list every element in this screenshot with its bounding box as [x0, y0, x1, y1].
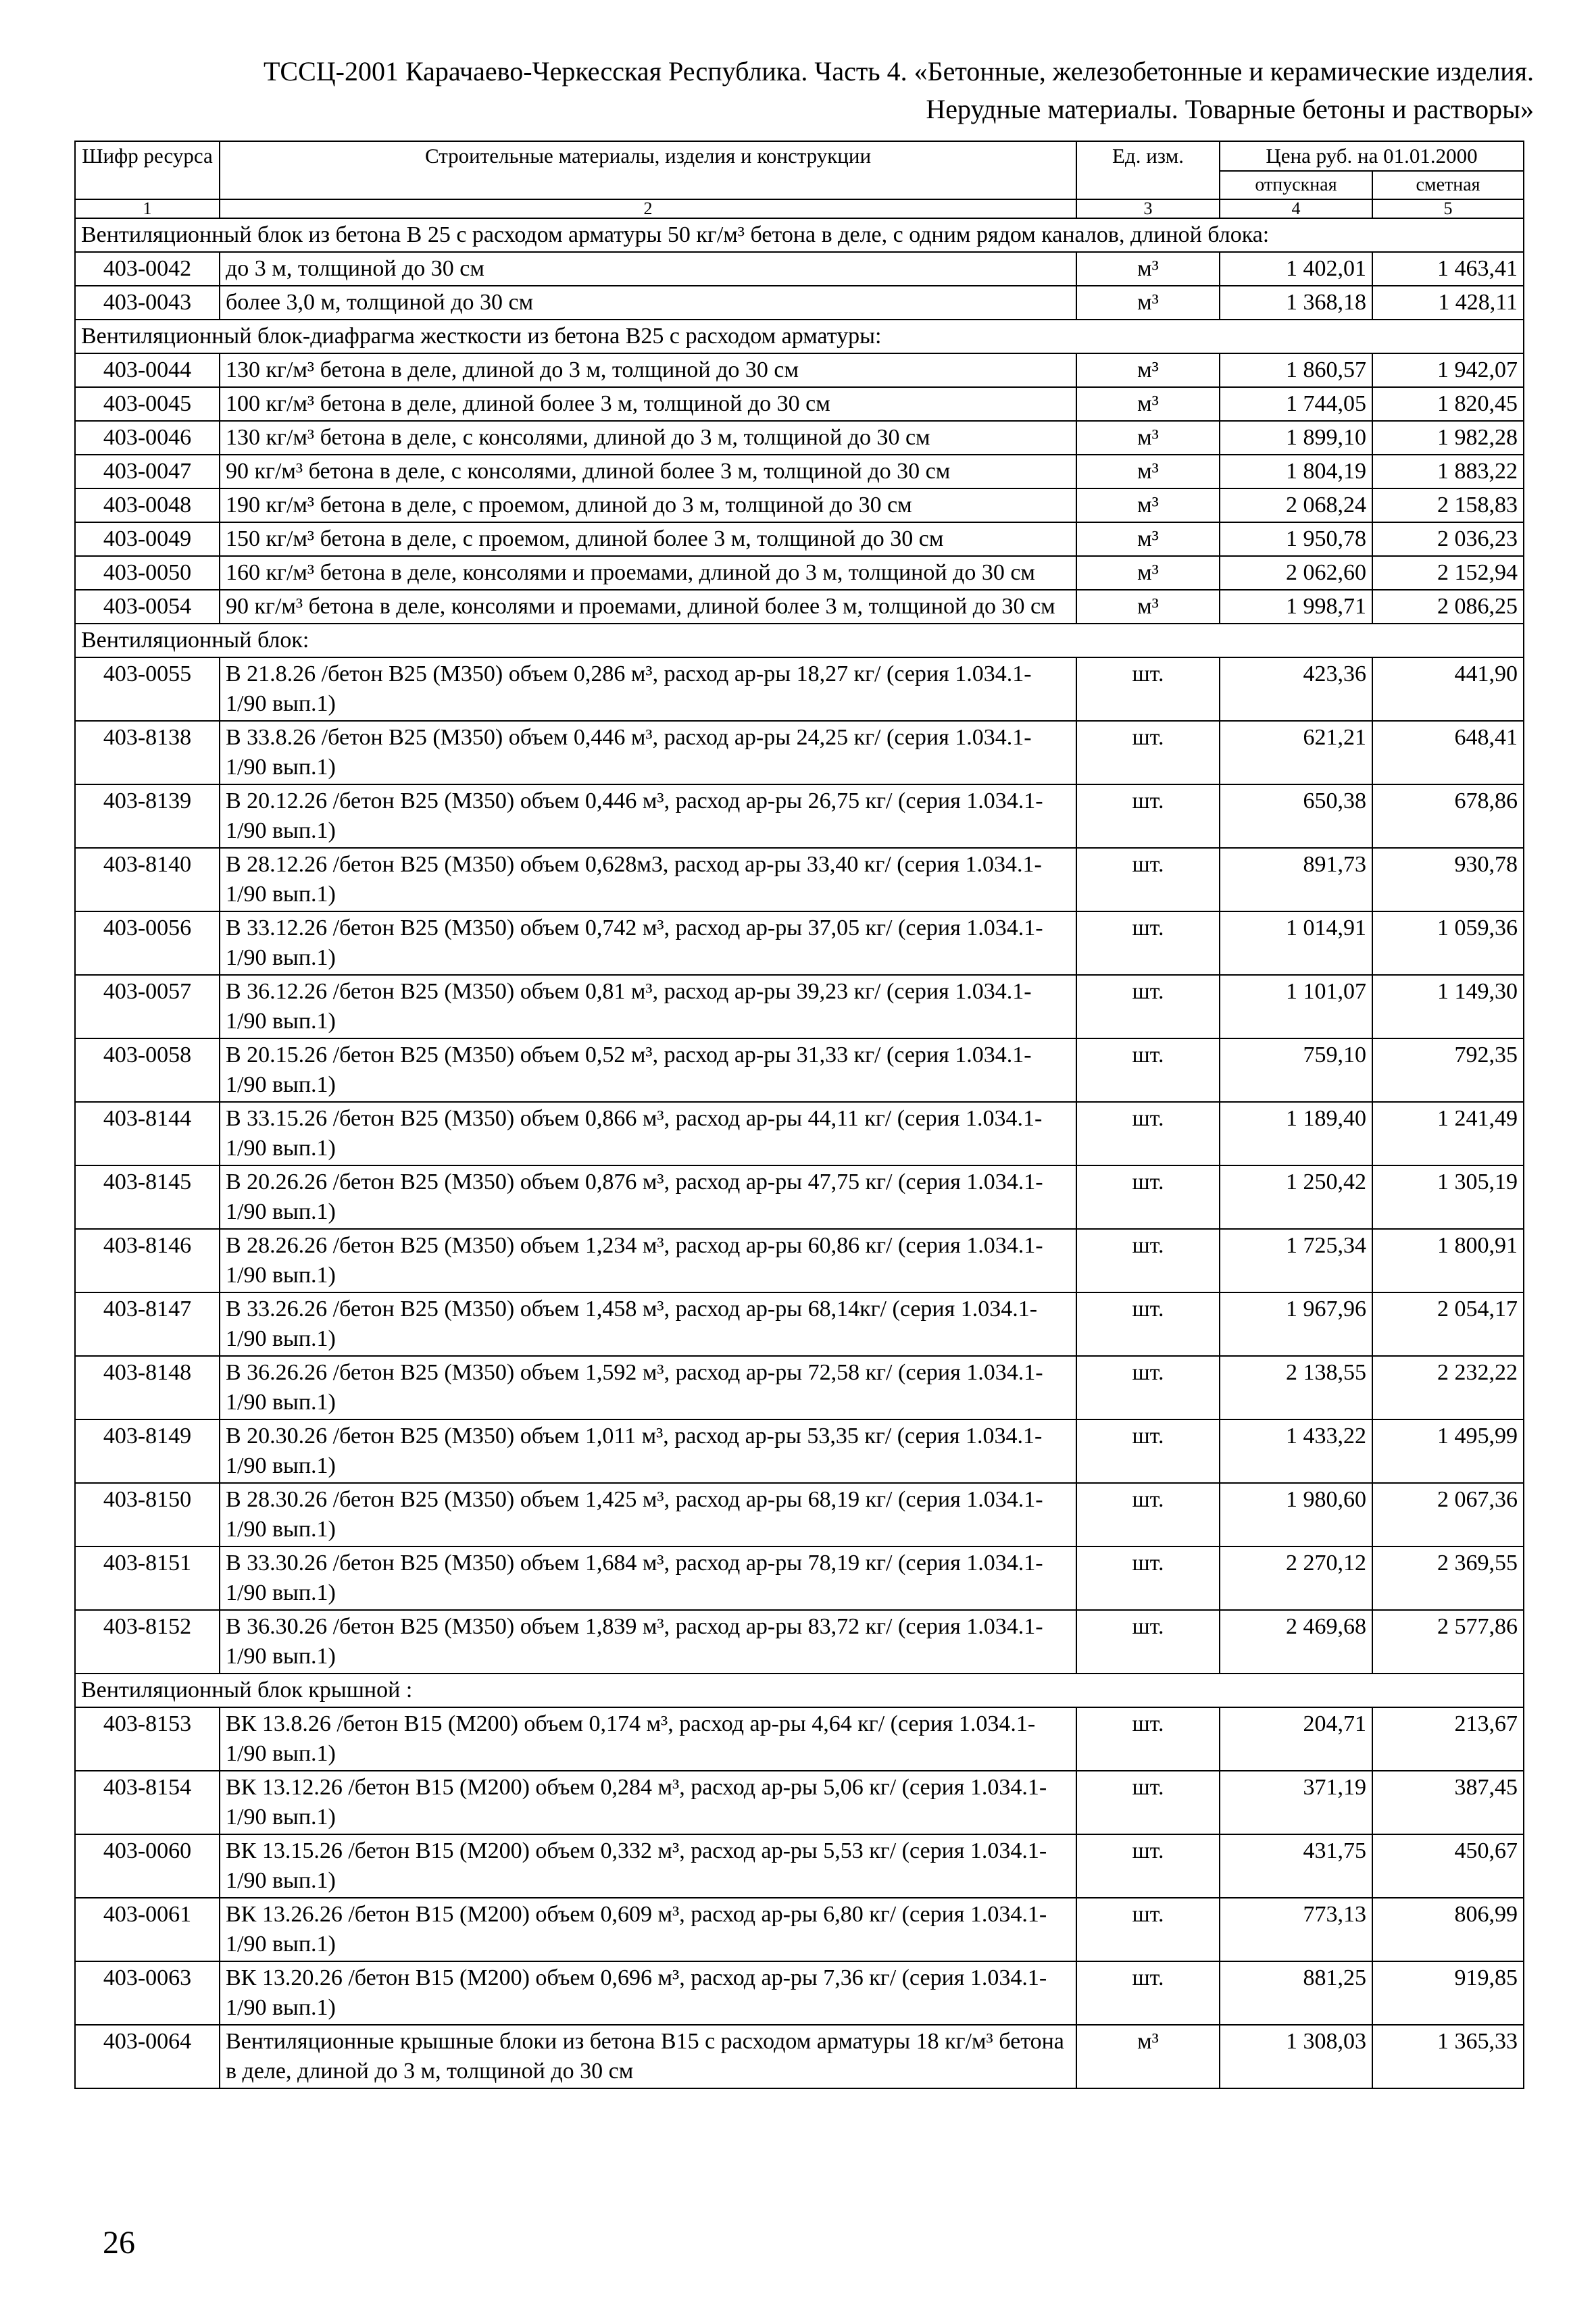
release-price: 881,25 [1220, 1961, 1372, 2025]
group-row [75, 320, 1524, 353]
material-name: 90 кг/м³ бетона в деле, с консолями, длиной более 3 м, толщиной до 30 см [220, 455, 1076, 488]
resource-code: 403-0047 [75, 455, 220, 488]
resource-code: 403-0044 [75, 353, 220, 387]
unit-cell: м³ [1076, 455, 1220, 488]
table-row [75, 657, 1524, 721]
release-price: 2 138,55 [1220, 1356, 1372, 1419]
material-name: ВК 13.26.26 /бетон В15 (М200) объем 0,609 м³, расход ар-ры 6,80 кг/ (серия 1.034.1-1/90 вып.1) [220, 1898, 1076, 1961]
release-price: 1 860,57 [1220, 353, 1372, 387]
release-price: 2 068,24 [1220, 488, 1372, 522]
unit-cell: шт. [1076, 1610, 1220, 1674]
release-price: 1 744,05 [1220, 387, 1372, 421]
estimate-price: 441,90 [1372, 657, 1524, 721]
estimate-price: 1 241,49 [1372, 1102, 1524, 1165]
unit-cell: м³ [1076, 556, 1220, 590]
estimate-price: 1 820,45 [1372, 387, 1524, 421]
material-name: В 21.8.26 /бетон В25 (М350) объем 0,286 м³, расход ар-ры 18,27 кг/ (серия 1.034.1-1/90 вып.1) [220, 657, 1076, 721]
estimate-price: 2 369,55 [1372, 1546, 1524, 1610]
estimate-price: 450,67 [1372, 1834, 1524, 1898]
resource-code: 403-8149 [75, 1419, 220, 1483]
release-price: 759,10 [1220, 1038, 1372, 1102]
material-name: ВК 13.20.26 /бетон В15 (М200) объем 0,696 м³, расход ар-ры 7,36 кг/ (серия 1.034.1-1/90 вып.1) [220, 1961, 1076, 2025]
estimate-price: 1 305,19 [1372, 1165, 1524, 1229]
estimate-price: 678,86 [1372, 784, 1524, 848]
table-row [75, 1898, 1524, 1961]
material-name: ВК 13.12.26 /бетон В15 (М200) объем 0,284 м³, расход ар-ры 5,06 кг/ (серия 1.034.1-1/90 вып.1) [220, 1771, 1076, 1834]
estimate-price: 1 883,22 [1372, 455, 1524, 488]
material-name: ВК 13.8.26 /бетон В15 (М200) объем 0,174 м³, расход ар-ры 4,64 кг/ (серия 1.034.1-1/90 вып.1) [220, 1707, 1076, 1771]
estimate-price: 1 942,07 [1372, 353, 1524, 387]
release-price: 1 998,71 [1220, 590, 1372, 624]
unit-cell: шт. [1076, 1356, 1220, 1419]
material-name: В 36.26.26 /бетон В25 (М350) объем 1,592 м³, расход ар-ры 72,58 кг/ (серия 1.034.1-1/90 вып.1) [220, 1356, 1076, 1419]
table-row [75, 590, 1524, 624]
material-name: В 28.12.26 /бетон В25 (М350) объем 0,628м3, расход ар-ры 33,40 кг/ (серия 1.034.1-1/90 вып.1) [220, 848, 1076, 911]
table-row [75, 353, 1524, 387]
resource-code: 403-0050 [75, 556, 220, 590]
header-code: Шифр ресурса [75, 141, 220, 199]
resource-code: 403-8144 [75, 1102, 220, 1165]
material-name: 160 кг/м³ бетона в деле, консолями и проемами, длиной до 3 м, толщиной до 30 см [220, 556, 1076, 590]
header-unit: Ед. изм. [1076, 141, 1220, 199]
resource-code: 403-0063 [75, 1961, 220, 2025]
release-price: 1 368,18 [1220, 286, 1372, 320]
page-number: 26 [103, 2225, 135, 2261]
table-row [75, 522, 1524, 556]
group-row [75, 218, 1524, 252]
unit-cell: шт. [1076, 911, 1220, 975]
table-row [75, 252, 1524, 286]
resource-code: 403-0045 [75, 387, 220, 421]
release-price: 371,19 [1220, 1771, 1372, 1834]
table-row [75, 1038, 1524, 1102]
material-name: В 20.26.26 /бетон В25 (М350) объем 0,876 м³, расход ар-ры 47,75 кг/ (серия 1.034.1-1/90 вып.1) [220, 1165, 1076, 1229]
unit-cell: шт. [1076, 1961, 1220, 2025]
header-line-2: Нерудные материалы. Товарные бетоны и растворы» [926, 94, 1534, 124]
release-price: 891,73 [1220, 848, 1372, 911]
resource-code: 403-8145 [75, 1165, 220, 1229]
estimate-price: 1 463,41 [1372, 252, 1524, 286]
unit-cell: м³ [1076, 590, 1220, 624]
header-release-price: отпускная [1220, 171, 1372, 199]
material-name: В 33.26.26 /бетон В25 (М350) объем 1,458 м³, расход ар-ры 68,14кг/ (серия 1.034.1-1/90 вып.1) [220, 1292, 1076, 1356]
release-price: 431,75 [1220, 1834, 1372, 1898]
resource-code: 403-0064 [75, 2025, 220, 2088]
release-price: 1 804,19 [1220, 455, 1372, 488]
col-number: 4 [1220, 199, 1372, 218]
estimate-price: 1 428,11 [1372, 286, 1524, 320]
release-price: 1 950,78 [1220, 522, 1372, 556]
resource-code: 403-0048 [75, 488, 220, 522]
unit-cell: шт. [1076, 975, 1220, 1038]
resource-code: 403-0046 [75, 421, 220, 455]
table-row [75, 721, 1524, 784]
release-price: 1 899,10 [1220, 421, 1372, 455]
estimate-price: 919,85 [1372, 1961, 1524, 2025]
estimate-price: 2 054,17 [1372, 1292, 1524, 1356]
material-name: В 28.26.26 /бетон В25 (М350) объем 1,234 м³, расход ар-ры 60,86 кг/ (серия 1.034.1-1/90 вып.1) [220, 1229, 1076, 1292]
unit-cell: шт. [1076, 721, 1220, 784]
col-number: 3 [1076, 199, 1220, 218]
table-row [75, 387, 1524, 421]
material-name: В 36.30.26 /бетон В25 (М350) объем 1,839 м³, расход ар-ры 83,72 кг/ (серия 1.034.1-1/90 вып.1) [220, 1610, 1076, 1674]
group-heading: Вентиляционный блок-диафрагма жесткости из бетона В25 с расходом арматуры: [75, 320, 1524, 353]
group-row [75, 624, 1524, 657]
release-price: 650,38 [1220, 784, 1372, 848]
unit-cell: шт. [1076, 657, 1220, 721]
estimate-price: 1 800,91 [1372, 1229, 1524, 1292]
table-row [75, 1419, 1524, 1483]
unit-cell: шт. [1076, 1102, 1220, 1165]
group-row [75, 1674, 1524, 1707]
unit-cell: м³ [1076, 252, 1220, 286]
col-number: 5 [1372, 199, 1524, 218]
estimate-price: 2 152,94 [1372, 556, 1524, 590]
header-price-group: Цена руб. на 01.01.2000 [1220, 141, 1524, 171]
resource-code: 403-0057 [75, 975, 220, 1038]
unit-cell: м³ [1076, 2025, 1220, 2088]
table-row [75, 784, 1524, 848]
estimate-price: 213,67 [1372, 1707, 1524, 1771]
resource-code: 403-8146 [75, 1229, 220, 1292]
estimate-price: 2 036,23 [1372, 522, 1524, 556]
release-price: 1 308,03 [1220, 2025, 1372, 2088]
estimate-price: 792,35 [1372, 1038, 1524, 1102]
table-row [75, 1834, 1524, 1898]
header-line-1: ТССЦ-2001 Карачаево-Черкесская Республика. Часть 4. «Бетонные, железобетонные и керамические изделия. [263, 56, 1534, 86]
unit-cell: м³ [1076, 522, 1220, 556]
estimate-price: 2 232,22 [1372, 1356, 1524, 1419]
release-price: 1 967,96 [1220, 1292, 1372, 1356]
estimate-price: 2 158,83 [1372, 488, 1524, 522]
estimate-price: 387,45 [1372, 1771, 1524, 1834]
material-name: В 36.12.26 /бетон В25 (М350) объем 0,81 м³, расход ар-ры 39,23 кг/ (серия 1.034.1-1/90 вып.1) [220, 975, 1076, 1038]
resource-code: 403-8148 [75, 1356, 220, 1419]
material-name: В 33.8.26 /бетон В25 (М350) объем 0,446 м³, расход ар-ры 24,25 кг/ (серия 1.034.1-1/90 вып.1) [220, 721, 1076, 784]
header-name: Строительные материалы, изделия и конструкции [220, 141, 1076, 199]
table-row [75, 1292, 1524, 1356]
unit-cell: шт. [1076, 1038, 1220, 1102]
estimate-price: 930,78 [1372, 848, 1524, 911]
table-row [75, 1546, 1524, 1610]
material-name: Вентиляционные крышные блоки из бетона В15 с расходом арматуры 18 кг/м³ бетона в деле, длиной до 3 м, толщиной до 30 см [220, 2025, 1076, 2088]
resource-code: 403-8152 [75, 1610, 220, 1674]
estimate-price: 806,99 [1372, 1898, 1524, 1961]
table-row [75, 1483, 1524, 1546]
material-name: В 20.12.26 /бетон В25 (М350) объем 0,446 м³, расход ар-ры 26,75 кг/ (серия 1.034.1-1/90 вып.1) [220, 784, 1076, 848]
estimate-price: 2 067,36 [1372, 1483, 1524, 1546]
header-estimate-price: сметная [1372, 171, 1524, 199]
release-price: 621,21 [1220, 721, 1372, 784]
table-row [75, 1165, 1524, 1229]
resource-code: 403-8153 [75, 1707, 220, 1771]
resource-code: 403-0043 [75, 286, 220, 320]
material-name: В 33.12.26 /бетон В25 (М350) объем 0,742 м³, расход ар-ры 37,05 кг/ (серия 1.034.1-1/90 вып.1) [220, 911, 1076, 975]
release-price: 1 980,60 [1220, 1483, 1372, 1546]
table-body [75, 218, 1524, 2088]
table-row [75, 286, 1524, 320]
resource-code: 403-0054 [75, 590, 220, 624]
material-name: ВК 13.15.26 /бетон В15 (М200) объем 0,332 м³, расход ар-ры 5,53 кг/ (серия 1.034.1-1/90 вып.1) [220, 1834, 1076, 1898]
unit-cell: м³ [1076, 353, 1220, 387]
table-row [75, 1102, 1524, 1165]
material-name: В 28.30.26 /бетон В25 (М350) объем 1,425 м³, расход ар-ры 68,19 кг/ (серия 1.034.1-1/90 вып.1) [220, 1483, 1076, 1546]
col-number: 1 [75, 199, 220, 218]
estimate-price: 2 086,25 [1372, 590, 1524, 624]
resource-code: 403-0061 [75, 1898, 220, 1961]
unit-cell: м³ [1076, 286, 1220, 320]
unit-cell: шт. [1076, 1419, 1220, 1483]
release-price: 1 725,34 [1220, 1229, 1372, 1292]
resource-code: 403-8139 [75, 784, 220, 848]
material-name: 130 кг/м³ бетона в деле, длиной до 3 м, толщиной до 30 см [220, 353, 1076, 387]
unit-cell: шт. [1076, 1546, 1220, 1610]
release-price: 1 250,42 [1220, 1165, 1372, 1229]
material-name: В 20.15.26 /бетон В25 (М350) объем 0,52 м³, расход ар-ры 31,33 кг/ (серия 1.034.1-1/90 вып.1) [220, 1038, 1076, 1102]
table-row [75, 1229, 1524, 1292]
estimate-price: 648,41 [1372, 721, 1524, 784]
col-number: 2 [220, 199, 1076, 218]
unit-cell: шт. [1076, 848, 1220, 911]
material-name: 150 кг/м³ бетона в деле, с проемом, длиной более 3 м, толщиной до 30 см [220, 522, 1076, 556]
material-name: В 20.30.26 /бетон В25 (М350) объем 1,011 м³, расход ар-ры 53,35 кг/ (серия 1.034.1-1/90 вып.1) [220, 1419, 1076, 1483]
estimate-price: 1 495,99 [1372, 1419, 1524, 1483]
estimate-price: 1 059,36 [1372, 911, 1524, 975]
release-price: 1 189,40 [1220, 1102, 1372, 1165]
price-table [74, 141, 1524, 2089]
resource-code: 403-8151 [75, 1546, 220, 1610]
table-row [75, 848, 1524, 911]
unit-cell: шт. [1076, 1834, 1220, 1898]
unit-cell: шт. [1076, 1771, 1220, 1834]
estimate-price: 2 577,86 [1372, 1610, 1524, 1674]
unit-cell: м³ [1076, 387, 1220, 421]
estimate-price: 1 982,28 [1372, 421, 1524, 455]
table-row [75, 421, 1524, 455]
table-row [75, 1771, 1524, 1834]
unit-cell: шт. [1076, 1707, 1220, 1771]
release-price: 2 469,68 [1220, 1610, 1372, 1674]
group-heading: Вентиляционный блок: [75, 624, 1524, 657]
unit-cell: шт. [1076, 1898, 1220, 1961]
resource-code: 403-0055 [75, 657, 220, 721]
release-price: 1 101,07 [1220, 975, 1372, 1038]
table-row [75, 911, 1524, 975]
material-name: до 3 м, толщиной до 30 см [220, 252, 1076, 286]
table-row [75, 556, 1524, 590]
table-row [75, 1707, 1524, 1771]
resource-code: 403-8140 [75, 848, 220, 911]
unit-cell: шт. [1076, 1483, 1220, 1546]
resource-code: 403-8147 [75, 1292, 220, 1356]
resource-code: 403-0049 [75, 522, 220, 556]
table-row [75, 2025, 1524, 2088]
unit-cell: м³ [1076, 421, 1220, 455]
resource-code: 403-8154 [75, 1771, 220, 1834]
release-price: 1 402,01 [1220, 252, 1372, 286]
release-price: 2 270,12 [1220, 1546, 1372, 1610]
page-header [74, 53, 1534, 128]
release-price: 204,71 [1220, 1707, 1372, 1771]
release-price: 2 062,60 [1220, 556, 1372, 590]
release-price: 773,13 [1220, 1898, 1372, 1961]
group-heading: Вентиляционный блок из бетона В 25 с расходом арматуры 50 кг/м³ бетона в деле, с одним рядом каналов, длиной блока: [75, 218, 1524, 252]
material-name: В 33.30.26 /бетон В25 (М350) объем 1,684 м³, расход ар-ры 78,19 кг/ (серия 1.034.1-1/90 вып.1) [220, 1546, 1076, 1610]
unit-cell: шт. [1076, 1292, 1220, 1356]
resource-code: 403-0058 [75, 1038, 220, 1102]
material-name: 130 кг/м³ бетона в деле, с консолями, длиной до 3 м, толщиной до 30 см [220, 421, 1076, 455]
material-name: более 3,0 м, толщиной до 30 см [220, 286, 1076, 320]
material-name: 190 кг/м³ бетона в деле, с проемом, длиной до 3 м, толщиной до 30 см [220, 488, 1076, 522]
unit-cell: шт. [1076, 784, 1220, 848]
estimate-price: 1 365,33 [1372, 2025, 1524, 2088]
table-row [75, 1356, 1524, 1419]
unit-cell: шт. [1076, 1165, 1220, 1229]
unit-cell: м³ [1076, 488, 1220, 522]
material-name: 90 кг/м³ бетона в деле, консолями и проемами, длиной более 3 м, толщиной до 30 см [220, 590, 1076, 624]
table-row [75, 455, 1524, 488]
release-price: 423,36 [1220, 657, 1372, 721]
table-row [75, 1961, 1524, 2025]
release-price: 1 014,91 [1220, 911, 1372, 975]
group-heading: Вентиляционный блок крышной : [75, 1674, 1524, 1707]
resource-code: 403-0060 [75, 1834, 220, 1898]
table-row [75, 488, 1524, 522]
unit-cell: шт. [1076, 1229, 1220, 1292]
resource-code: 403-0042 [75, 252, 220, 286]
table-row [75, 975, 1524, 1038]
resource-code: 403-8150 [75, 1483, 220, 1546]
material-name: В 33.15.26 /бетон В25 (М350) объем 0,866 м³, расход ар-ры 44,11 кг/ (серия 1.034.1-1/90 вып.1) [220, 1102, 1076, 1165]
resource-code: 403-0056 [75, 911, 220, 975]
material-name: 100 кг/м³ бетона в деле, длиной более 3 м, толщиной до 30 см [220, 387, 1076, 421]
estimate-price: 1 149,30 [1372, 975, 1524, 1038]
table-row [75, 1610, 1524, 1674]
release-price: 1 433,22 [1220, 1419, 1372, 1483]
resource-code: 403-8138 [75, 721, 220, 784]
